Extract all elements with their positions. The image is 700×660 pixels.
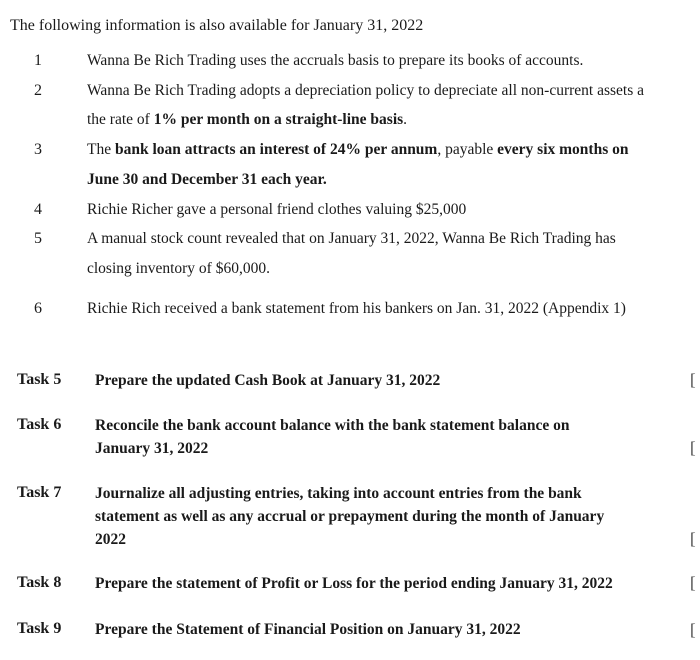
text-run: , payable <box>437 141 498 158</box>
bold-text: 1% per month on a straight-line basis <box>153 111 404 128</box>
text-run: Wanna Be Rich Trading adopts a depreciation policy to depreciate all non-current assets a <box>87 82 645 99</box>
task-9-text <box>95 618 521 641</box>
task-6-text <box>95 414 569 460</box>
bold-text: June 30 and December 31 each year. <box>87 171 327 188</box>
task-5-text <box>95 369 440 392</box>
task-text-line: Prepare the Statement of Financial Position on January 31, 2022 <box>95 621 521 638</box>
item-1-line-1 <box>87 52 583 70</box>
task-8-bracket: [ <box>690 573 696 592</box>
task-text-line: statement as well as any accrual or prepayment during the month of January <box>95 508 605 525</box>
item-2-line-2 <box>87 111 407 129</box>
task-6-bracket: [ <box>690 438 696 457</box>
text-run: The <box>87 141 115 158</box>
task-label: Task 6 <box>17 416 62 433</box>
task-label: Task 8 <box>17 574 62 591</box>
bold-text: bank loan attracts an interest of 24% per annum <box>114 141 438 158</box>
text-run: Richie Richer gave a personal friend clothes valuing $25,000 <box>87 201 467 218</box>
item-3-line-1 <box>87 141 629 159</box>
task-8-text <box>95 572 613 595</box>
task-9-bracket: [ <box>690 620 696 639</box>
task-text-line: Prepare the statement of Profit or Loss for the period ending January 31, 2022 <box>95 575 613 592</box>
item-number: 3 <box>34 141 42 158</box>
item-3-line-2 <box>87 171 327 189</box>
text-run: closing inventory of $60,000. <box>87 260 270 277</box>
task-text-line: Journalize all adjusting entries, taking into account entries from the bank <box>95 485 582 502</box>
task-text-line: Reconcile the bank account balance with the bank statement balance on <box>95 417 570 434</box>
item-5-line-2 <box>87 260 270 278</box>
text-run: Richie Rich received a bank statement from his bankers on Jan. 31, 2022 (Appendix 1) <box>87 300 626 317</box>
task-text-line: Prepare the updated Cash Book at January 31, 2022 <box>95 372 441 389</box>
item-number: 2 <box>34 82 42 99</box>
text-run: Wanna Be Rich Trading uses the accruals basis to prepare its books of accounts. <box>87 52 584 69</box>
task-7-text <box>95 482 604 551</box>
task-7-bracket: [ <box>690 529 696 548</box>
bold-text: every six months on <box>497 141 629 158</box>
intro-text: The following information is also available for January 31, 2022 <box>10 17 424 34</box>
item-6-line-1 <box>87 300 626 318</box>
text-run: the rate of <box>87 111 154 128</box>
text-run: A manual stock count revealed that on January 31, 2022, Wanna Be Rich Trading has <box>87 230 616 247</box>
task-text-line: January 31, 2022 <box>95 440 209 457</box>
item-number: 4 <box>34 201 42 218</box>
item-2-line-1 <box>87 82 644 100</box>
task-label: Task 5 <box>17 371 62 388</box>
item-number: 1 <box>34 52 42 69</box>
item-5-line-1 <box>87 230 616 248</box>
item-number: 6 <box>34 300 42 317</box>
text-run: . <box>403 111 408 128</box>
item-number: 5 <box>34 230 42 247</box>
task-label: Task 9 <box>17 620 62 637</box>
task-5-bracket: [ <box>690 370 696 389</box>
task-text-line: 2022 <box>95 531 126 548</box>
item-4-line-1 <box>87 201 466 219</box>
task-label: Task 7 <box>17 484 62 501</box>
